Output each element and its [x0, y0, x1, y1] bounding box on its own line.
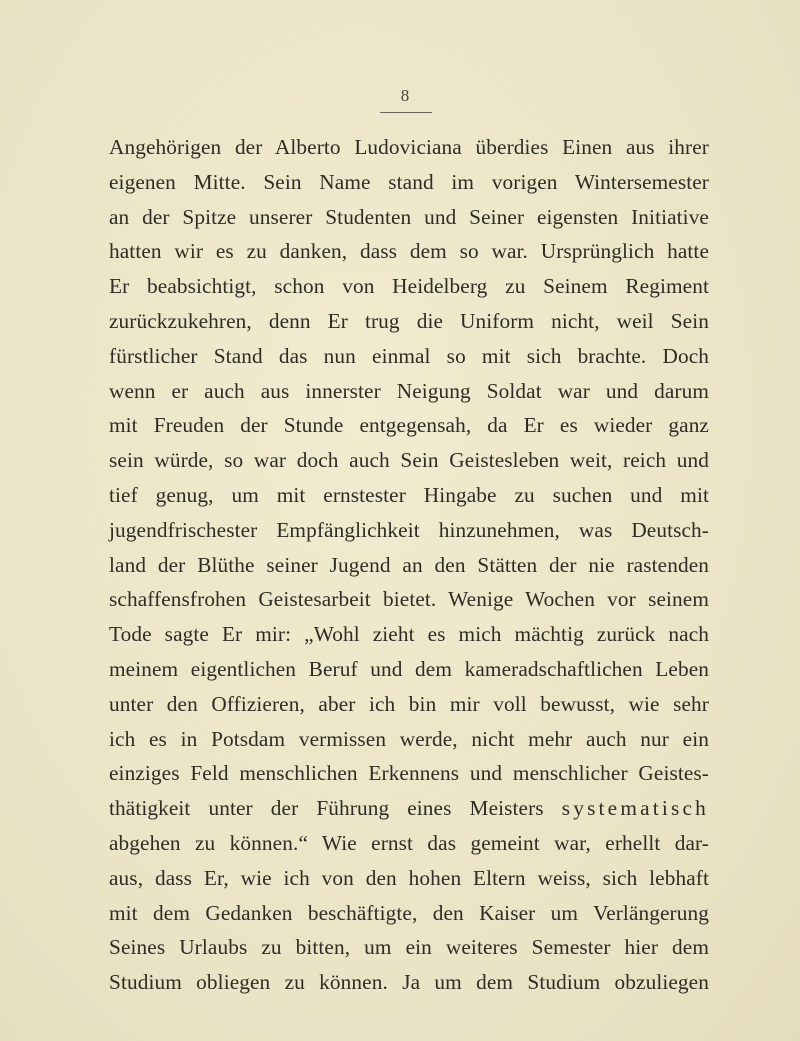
text-line: mit dem Gedanken beschäftigte, den Kaiser um Verlängerung	[109, 900, 709, 925]
text-line: Seines Urlaubs zu bitten, um ein weiteres Semester hier dem	[109, 935, 709, 960]
text-line: schaffensfrohen Geistesarbeit bietet. Wenige Wochen vor seinem	[109, 587, 709, 612]
text-line: jugendfrischester Empfänglichkeit hinzunehmen, was Deutsch-	[109, 517, 709, 542]
text-line: zurückzukehren, denn Er trug die Uniform nicht, weil Sein	[109, 308, 709, 333]
text-line: tief genug, um mit ernstester Hingabe zu suchen und mit	[109, 482, 709, 507]
spaced-emphasis-word: systematisch	[561, 796, 709, 821]
text-line: hatten wir es zu danken, dass dem so war. Ursprünglich hatte	[109, 239, 709, 264]
text-line: mit Freuden der Stunde entgegensah, da Er es wieder ganz	[109, 413, 709, 438]
text-line: an der Spitze unserer Studenten und Seiner eigensten Initiative	[109, 204, 709, 229]
text-line: wenn er auch aus innerster Neigung Soldat war und darum	[109, 378, 709, 403]
text-line: fürstlicher Stand das nun einmal so mit sich brachte. Doch	[109, 343, 709, 368]
text-line: einziges Feld menschlichen Erkennens und menschlicher Geistes-	[109, 761, 709, 786]
text-line: Studium obliegen zu können. Ja um dem Studium obzuliegen	[109, 970, 709, 995]
page-number: 8	[400, 86, 410, 105]
text-line: ich es in Potsdam vermissen werde, nicht mehr auch nur ein	[109, 726, 709, 751]
text-line: sein würde, so war doch auch Sein Geistesleben weit, reich und	[109, 448, 709, 473]
text-line: Tode sagte Er mir: „Wohl zieht es mich mächtig zurück nach	[109, 622, 709, 647]
text-line: meinem eigentlichen Beruf und dem kameradschaftlichen Leben	[109, 656, 709, 681]
text-line: eigenen Mitte. Sein Name stand im vorigen Wintersemester	[109, 169, 709, 194]
body-text	[109, 130, 709, 1000]
text-line: Er beabsichtigt, schon von Heidelberg zu Seinem Regiment	[109, 274, 709, 299]
header-rule	[380, 112, 432, 113]
text-line: land der Blüthe seiner Jugend an den Stätten der nie rastenden	[109, 552, 709, 577]
line-text: thätigkeit unter der Führung eines Meisters	[109, 796, 544, 821]
text-line: Angehörigen der Alberto Ludoviciana überdies Einen aus ihrer	[109, 135, 709, 159]
text-line: unter den Offizieren, aber ich bin mir voll bewusst, wie sehr	[109, 691, 709, 716]
text-line: abgehen zu können.“ Wie ernst das gemeint war, erhellt dar-	[109, 830, 709, 855]
text-line: aus, dass Er, wie ich von den hohen Eltern weiss, sich lebhaft	[109, 865, 709, 890]
text-line-emphasis	[109, 791, 709, 826]
